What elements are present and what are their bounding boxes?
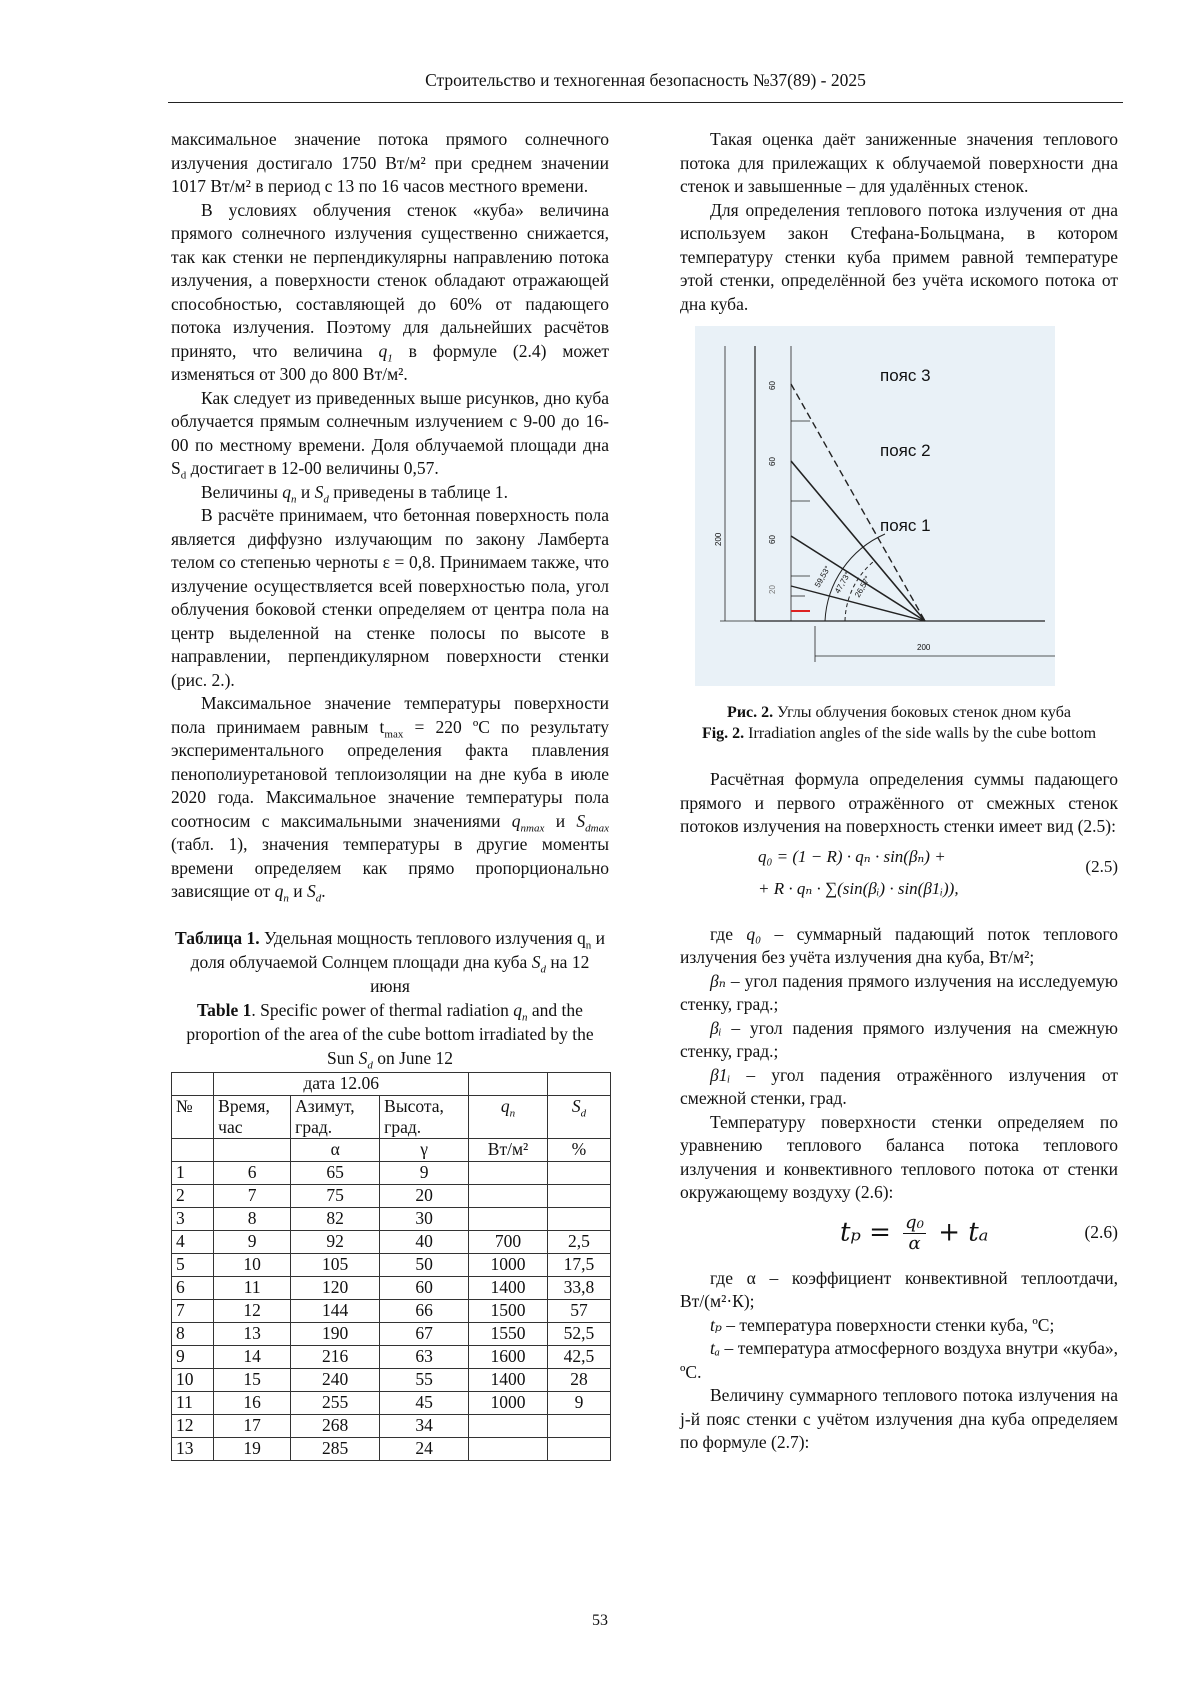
header-rule — [168, 102, 1123, 103]
table-cell: 285 — [291, 1437, 380, 1460]
table-unit-q: Вт/м² — [469, 1138, 548, 1161]
journal-header: Строительство и техногенная безопасность №37(89) - 2025 — [425, 70, 866, 90]
table-cell: 7 — [172, 1299, 214, 1322]
table-cell: 34 — [380, 1414, 469, 1437]
formula-2-5-line-1: q₀ = (1 − R) · qₙ · sin(βₙ) + — [758, 846, 946, 866]
dim-60: 60 — [768, 381, 777, 390]
belt-3-label: пояс 3 — [880, 366, 931, 385]
irradiation-angles-diagram — [695, 326, 1055, 686]
formula-2-6 — [680, 1207, 1118, 1257]
angle-label-1: 59,53° — [812, 564, 833, 589]
dim-200-vertical: 200 — [714, 532, 723, 546]
table-empty — [547, 1072, 610, 1095]
dim-60: 60 — [768, 457, 777, 466]
table-cell: 55 — [380, 1368, 469, 1391]
equation-number-2-5: (2.5) — [1085, 856, 1118, 876]
table-cell — [469, 1161, 548, 1184]
right-paragraph-2: Для определения теплового потока излучения от дна используем закон Стефана-Больцмана, в котором температуру стенки куба примем равной температуре этой стенки, определённой без учёта искомого потока от дна куба. — [680, 199, 1118, 314]
table-cell: 67 — [380, 1322, 469, 1345]
table-cell: 10 — [214, 1253, 291, 1276]
table-cell: 92 — [291, 1230, 380, 1253]
left-paragraph-2: В условиях облучения стенок «куба» величина прямого солнечного излучения существенно снижается, так как стенки не перпендикулярны направлению потока излучения, а поверхности стенок обладают отражающей способностью, составляющей до 60% от падающего потока излучения. Поэтому для дальнейших расчётов принято, что величина $q_1$ в формуле (2.4) может изменяться от 300 до 800 Вт/м². — [171, 199, 609, 384]
belt-1-label: пояс 1 — [880, 516, 931, 535]
table-cell: 9 — [547, 1391, 610, 1414]
table-row — [172, 1184, 611, 1207]
right-column — [680, 128, 1118, 1455]
table-cell — [469, 1207, 548, 1230]
table-cell: 700 — [469, 1230, 548, 1253]
table-cell: 12 — [214, 1299, 291, 1322]
table-cell: 4 — [172, 1230, 214, 1253]
table-cell — [547, 1414, 610, 1437]
right-paragraph-1: Такая оценка даёт заниженные значения теплового потока для прилежащих к облучаемой поверхности дна стенок и завышенные – для удалённых стенок. — [680, 129, 1118, 196]
table-cell: 12 — [172, 1414, 214, 1437]
left-paragraph-6: Максимальное значение температуры поверхности пола принимаем равным $t_{max} = 220$ ºС по результату экспериментального определения факта плавления пенополиуретановой теплоизоляции на дне куба в июле 2020 года. Максимальное значение температуры пола соотносим с максимальными значениями $q_{nmax}$ и $S_{dmax}$ (табл. 1), значения температуры в другие моменты времени определяем как прямо пропорционально зависящие от $q_n$ и $S_d$. — [171, 693, 610, 905]
table-header-q: $q_n$ — [469, 1095, 548, 1138]
table-cell — [547, 1207, 610, 1230]
table-cell: 1000 — [469, 1391, 548, 1414]
table-row — [172, 1437, 611, 1460]
table-cell: 9 — [172, 1345, 214, 1368]
table-cell: 45 — [380, 1391, 469, 1414]
table-row — [172, 1391, 611, 1414]
table-cell: 8 — [214, 1207, 291, 1230]
table-cell: 1550 — [469, 1322, 548, 1345]
table-empty — [469, 1072, 548, 1095]
table-cell: 3 — [172, 1207, 214, 1230]
table-row — [172, 1253, 611, 1276]
table-cell: 6 — [172, 1276, 214, 1299]
table-row — [172, 1345, 611, 1368]
table-cell: 15 — [214, 1368, 291, 1391]
figure-caption-en: Fig. 2. Irradiation angles of the side walls by the cube bottom — [701, 725, 1097, 742]
table-cell: 40 — [380, 1230, 469, 1253]
table-cell: 1000 — [469, 1253, 548, 1276]
table-cell: 1400 — [469, 1276, 548, 1299]
equation-number-2-6: (2.6) — [1084, 1221, 1118, 1242]
formula-2-6-fraction: $\frac{\text{q₀}}{\alpha}$ — [905, 1211, 924, 1254]
table-cell: 82 — [291, 1207, 380, 1230]
table-cell: 240 — [291, 1368, 380, 1391]
angle-label-3: 26,57° — [852, 574, 873, 599]
table-cell — [469, 1414, 548, 1437]
table-cell — [469, 1437, 548, 1460]
dim-60: 60 — [768, 535, 777, 544]
angle-label-2: 47,73° — [832, 570, 853, 595]
table-row — [172, 1230, 611, 1253]
table-cell: 1 — [172, 1161, 214, 1184]
right-paragraph-7: β1ᵢ – угол падения отражённого излучения от смежной стенки, град. — [680, 1064, 1118, 1108]
table-cell: 24 — [380, 1437, 469, 1460]
table-unit-altitude: γ — [380, 1138, 469, 1161]
table-cell — [547, 1184, 610, 1207]
table-cell: 144 — [291, 1299, 380, 1322]
table-cell: 216 — [291, 1345, 380, 1368]
right-paragraph-6: βᵢ – угол падения прямого излучения на смежную стенку, град.; — [680, 1017, 1118, 1061]
table-empty — [172, 1138, 214, 1161]
table-cell: 9 — [214, 1230, 291, 1253]
table-caption-en: Table 1. Specific power of thermal radiation $q_n$ and the proportion of the area of the cube bottom irradiated by the Sun $S_d$ on June 12 — [186, 999, 594, 1071]
right-paragraph-8: Температуру поверхности стенки определяем по уравнению теплового баланса потока теплового излучения и конвективного теплового потока от стенки окружающему воздуху (2.6): — [680, 1111, 1118, 1202]
table-header-s: $S_d$ — [547, 1095, 610, 1138]
right-paragraph-5: βₙ – угол падения прямого излучения на исследуемую стенку, град.; — [680, 970, 1118, 1014]
table-cell: 42,5 — [547, 1345, 610, 1368]
table-cell — [469, 1184, 548, 1207]
table-cell: 268 — [291, 1414, 380, 1437]
left-paragraph-5: В расчёте принимаем, что бетонная поверхность пола является диффузно излучающим по закону Ламберта телом со степенью черноты ε = 0,8. Принимаем также, что излучение осуществляется всей поверхностью пола, угол облучения боковой стенки определяем от центра пола на центр выделенной на стенке полосы по высоте в направлении, перпендикулярном поверхности стенки (рис. 2.). — [171, 505, 609, 690]
figure-caption — [680, 702, 1118, 744]
table-cell: 19 — [214, 1437, 291, 1460]
table-cell: 11 — [172, 1391, 214, 1414]
table-row — [172, 1207, 611, 1230]
table-empty — [214, 1138, 291, 1161]
page-number: 53 — [592, 1612, 608, 1629]
table-row — [172, 1368, 611, 1391]
table-caption-ru: Таблица 1. Удельная мощность теплового излучения $q_n$ и доля облучаемой Солнцем площади дна куба $S_d$ на 12 июня — [175, 927, 605, 996]
right-paragraph-4: где q₀ – суммарный падающий поток теплового излучения без учёта излучения дна куба, Вт/м²; — [680, 923, 1118, 967]
dim-20: 20 — [768, 585, 777, 594]
table-cell: 17,5 — [547, 1253, 610, 1276]
table-cell — [547, 1437, 610, 1460]
table-cell: 50 — [380, 1253, 469, 1276]
table-cell: 2 — [172, 1184, 214, 1207]
table-header-altitude: Высота, град. — [380, 1095, 469, 1138]
table-cell: 52,5 — [547, 1322, 610, 1345]
table-cell: 33,8 — [547, 1276, 610, 1299]
table-cell: 60 — [380, 1276, 469, 1299]
table-cell: 120 — [291, 1276, 380, 1299]
table-cell: 105 — [291, 1253, 380, 1276]
table-cell — [547, 1161, 610, 1184]
formula-2-5 — [680, 843, 1118, 915]
belt-2-label: пояс 2 — [880, 441, 931, 460]
table-cell: 6 — [214, 1161, 291, 1184]
table-cell: 17 — [214, 1414, 291, 1437]
table-row — [172, 1299, 611, 1322]
dim-200-horizontal: 200 — [917, 643, 931, 652]
formula-2-5-line-2: + R · qₙ · ∑(sin(βᵢ) · sin(β1ᵢ)), — [758, 878, 959, 898]
table-header-no: № — [172, 1095, 214, 1138]
table-cell: 1400 — [469, 1368, 548, 1391]
table-cell: 30 — [380, 1207, 469, 1230]
table-body — [172, 1161, 611, 1460]
table-cell: 75 — [291, 1184, 380, 1207]
table-cell: 10 — [172, 1368, 214, 1391]
right-paragraph-10: tₚ – температура поверхности стенки куба, ºС; — [710, 1314, 1055, 1335]
table-row — [172, 1276, 611, 1299]
table-cell: 1500 — [469, 1299, 548, 1322]
table-cell: 20 — [380, 1184, 469, 1207]
table-cell: 66 — [380, 1299, 469, 1322]
table-cell: 1600 — [469, 1345, 548, 1368]
table-cell: 16 — [214, 1391, 291, 1414]
table-cell: 13 — [172, 1437, 214, 1460]
table-cell: 14 — [214, 1345, 291, 1368]
table-header-azimuth: Азимут, град. — [291, 1095, 380, 1138]
table-cell: 57 — [547, 1299, 610, 1322]
table-cell: 190 — [291, 1322, 380, 1345]
table-header-time: Время, час — [214, 1095, 291, 1138]
right-paragraph-3: Расчётная формула определения суммы падающего прямого и первого отражённого от смежных стенок потоков излучения на поверхность стенки имеет вид (2.5): — [680, 769, 1118, 836]
table-unit-s: % — [547, 1138, 610, 1161]
table-cell: 9 — [380, 1161, 469, 1184]
table-date: дата 12.06 — [214, 1072, 469, 1095]
left-paragraph-1: максимальное значение потока прямого солнечного излучения достигало 1750 Вт/м² при среднем значении 1017 Вт/м² в период с 13 по 16 часов местного времени. — [171, 129, 609, 196]
left-paragraph-3: Как следует из приведенных выше рисунков, дно куба облучается прямым солнечным излучением с 9-00 до 16-00 по местному времени. Доля облучаемой площади дна $S_d$ достигает в 12-00 величины 0,57. — [171, 387, 609, 482]
table-cell: 5 — [172, 1253, 214, 1276]
table-row — [172, 1322, 611, 1345]
right-paragraph-12: Величину суммарного теплового потока излучения на j-й пояс стенки с учётом излучения дна куба определяем по формуле (2.7): — [680, 1385, 1118, 1452]
table-cell: 2,5 — [547, 1230, 610, 1253]
table-row — [172, 1414, 611, 1437]
table-cell: 8 — [172, 1322, 214, 1345]
table-caption — [171, 926, 609, 1070]
left-column — [171, 128, 609, 1461]
table-row — [172, 1161, 611, 1184]
figure-2 — [695, 326, 1055, 686]
table-unit-azimuth: α — [291, 1138, 380, 1161]
table-cell: 11 — [214, 1276, 291, 1299]
table-cell: 65 — [291, 1161, 380, 1184]
left-paragraph-4: Величины $q_n$ и $S_d$ приведены в таблице 1. — [201, 481, 509, 505]
table-cell: 7 — [214, 1184, 291, 1207]
formula-2-6-body: tₚ = $\frac{\text{q₀}}{\alpha}$ + tₐ — [840, 1211, 989, 1254]
table-cell: 13 — [214, 1322, 291, 1345]
right-paragraph-9: где α – коэффициент конвективной теплоотдачи, Вт/(м²·К); — [680, 1267, 1118, 1311]
figure-caption-ru: Рис. 2. Углы облучения боковых стенок дном куба — [727, 704, 1071, 721]
right-paragraph-11: tₐ – температура атмосферного воздуха внутри «куба», ºС. — [680, 1338, 1118, 1382]
table-corner — [172, 1072, 214, 1095]
table-cell: 63 — [380, 1345, 469, 1368]
table-cell: 255 — [291, 1391, 380, 1414]
data-table — [171, 1072, 611, 1461]
table-cell: 28 — [547, 1368, 610, 1391]
